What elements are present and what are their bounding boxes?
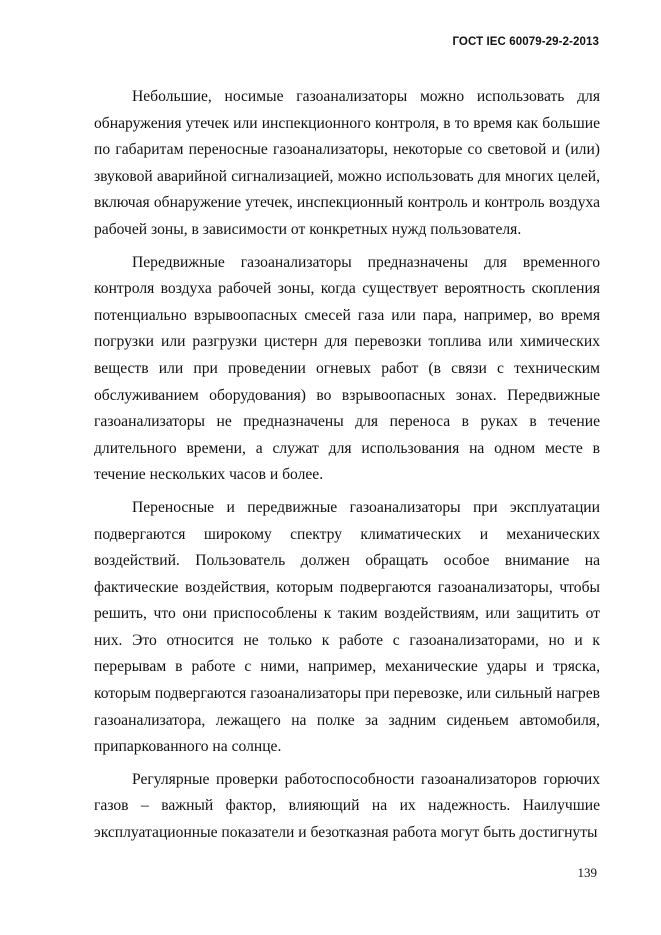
paragraph-1: Небольшие, носимые газоанализаторы можно использовать для обнаружения утечек или инспекционного контроля, в то время как большие по габаритам переносные газоанализаторы, некоторые со световой и (или) звуковой аварийной сигнализацией, можно использовать для многих целей, включая обнаружение утечек, инспекционный контроль и контроль воздуха рабочей зоны, в зависимости от конкретных нужд пользователя. [94,88,600,238]
page-number: 139 [577,865,597,880]
paragraph-3: Переносные и передвижные газоанализаторы при эксплуатации подвергаются широкому спектру климатических и механических воздействий. Пользователь должен обращать особое внимание на фактические воздействия, которым подвергаются газоанализаторы, чтобы решить, что они приспособлены к таким воздействиям, или защитить от них. Это относится не только к работе с газоанализаторами, но и к перерывам в работе с ними, например, механические удары и тряска, которым подвергаются газоанализаторы при перевозке, или сильный нагрев газоанализатора, лежащего на полке за задним сиденьем автомобиля, припаркованного на солнце. [94,498,600,756]
paragraph-2: Передвижные газоанализаторы предназначены для временного контроля воздуха рабочей зоны, когда существует вероятность скопления потенциально взрывоопасных смесей газа или пара, например, во время погрузки или разгрузки цистерн для перевозки топлива или химических веществ или при проведении огневых работ (в связи с техническим обслуживанием оборудования) во взрывоопасных зонах. Передвижные газоанализаторы не предназначены для переноса в руках в течение длительного времени, а служат для использования на одном месте в течение нескольких часов и более. [94,253,600,484]
paragraph-4: Регулярные проверки работоспособности газоанализаторов горючих газов – важный фактор, влияющий на их надежность. Наилучшие эксплуатационные показатели и безотказная работа могут быть достигнуты [94,770,600,842]
body-text [94,84,600,853]
document-header: ГОСТ IEC 60079-29-2-2013 [452,36,599,48]
